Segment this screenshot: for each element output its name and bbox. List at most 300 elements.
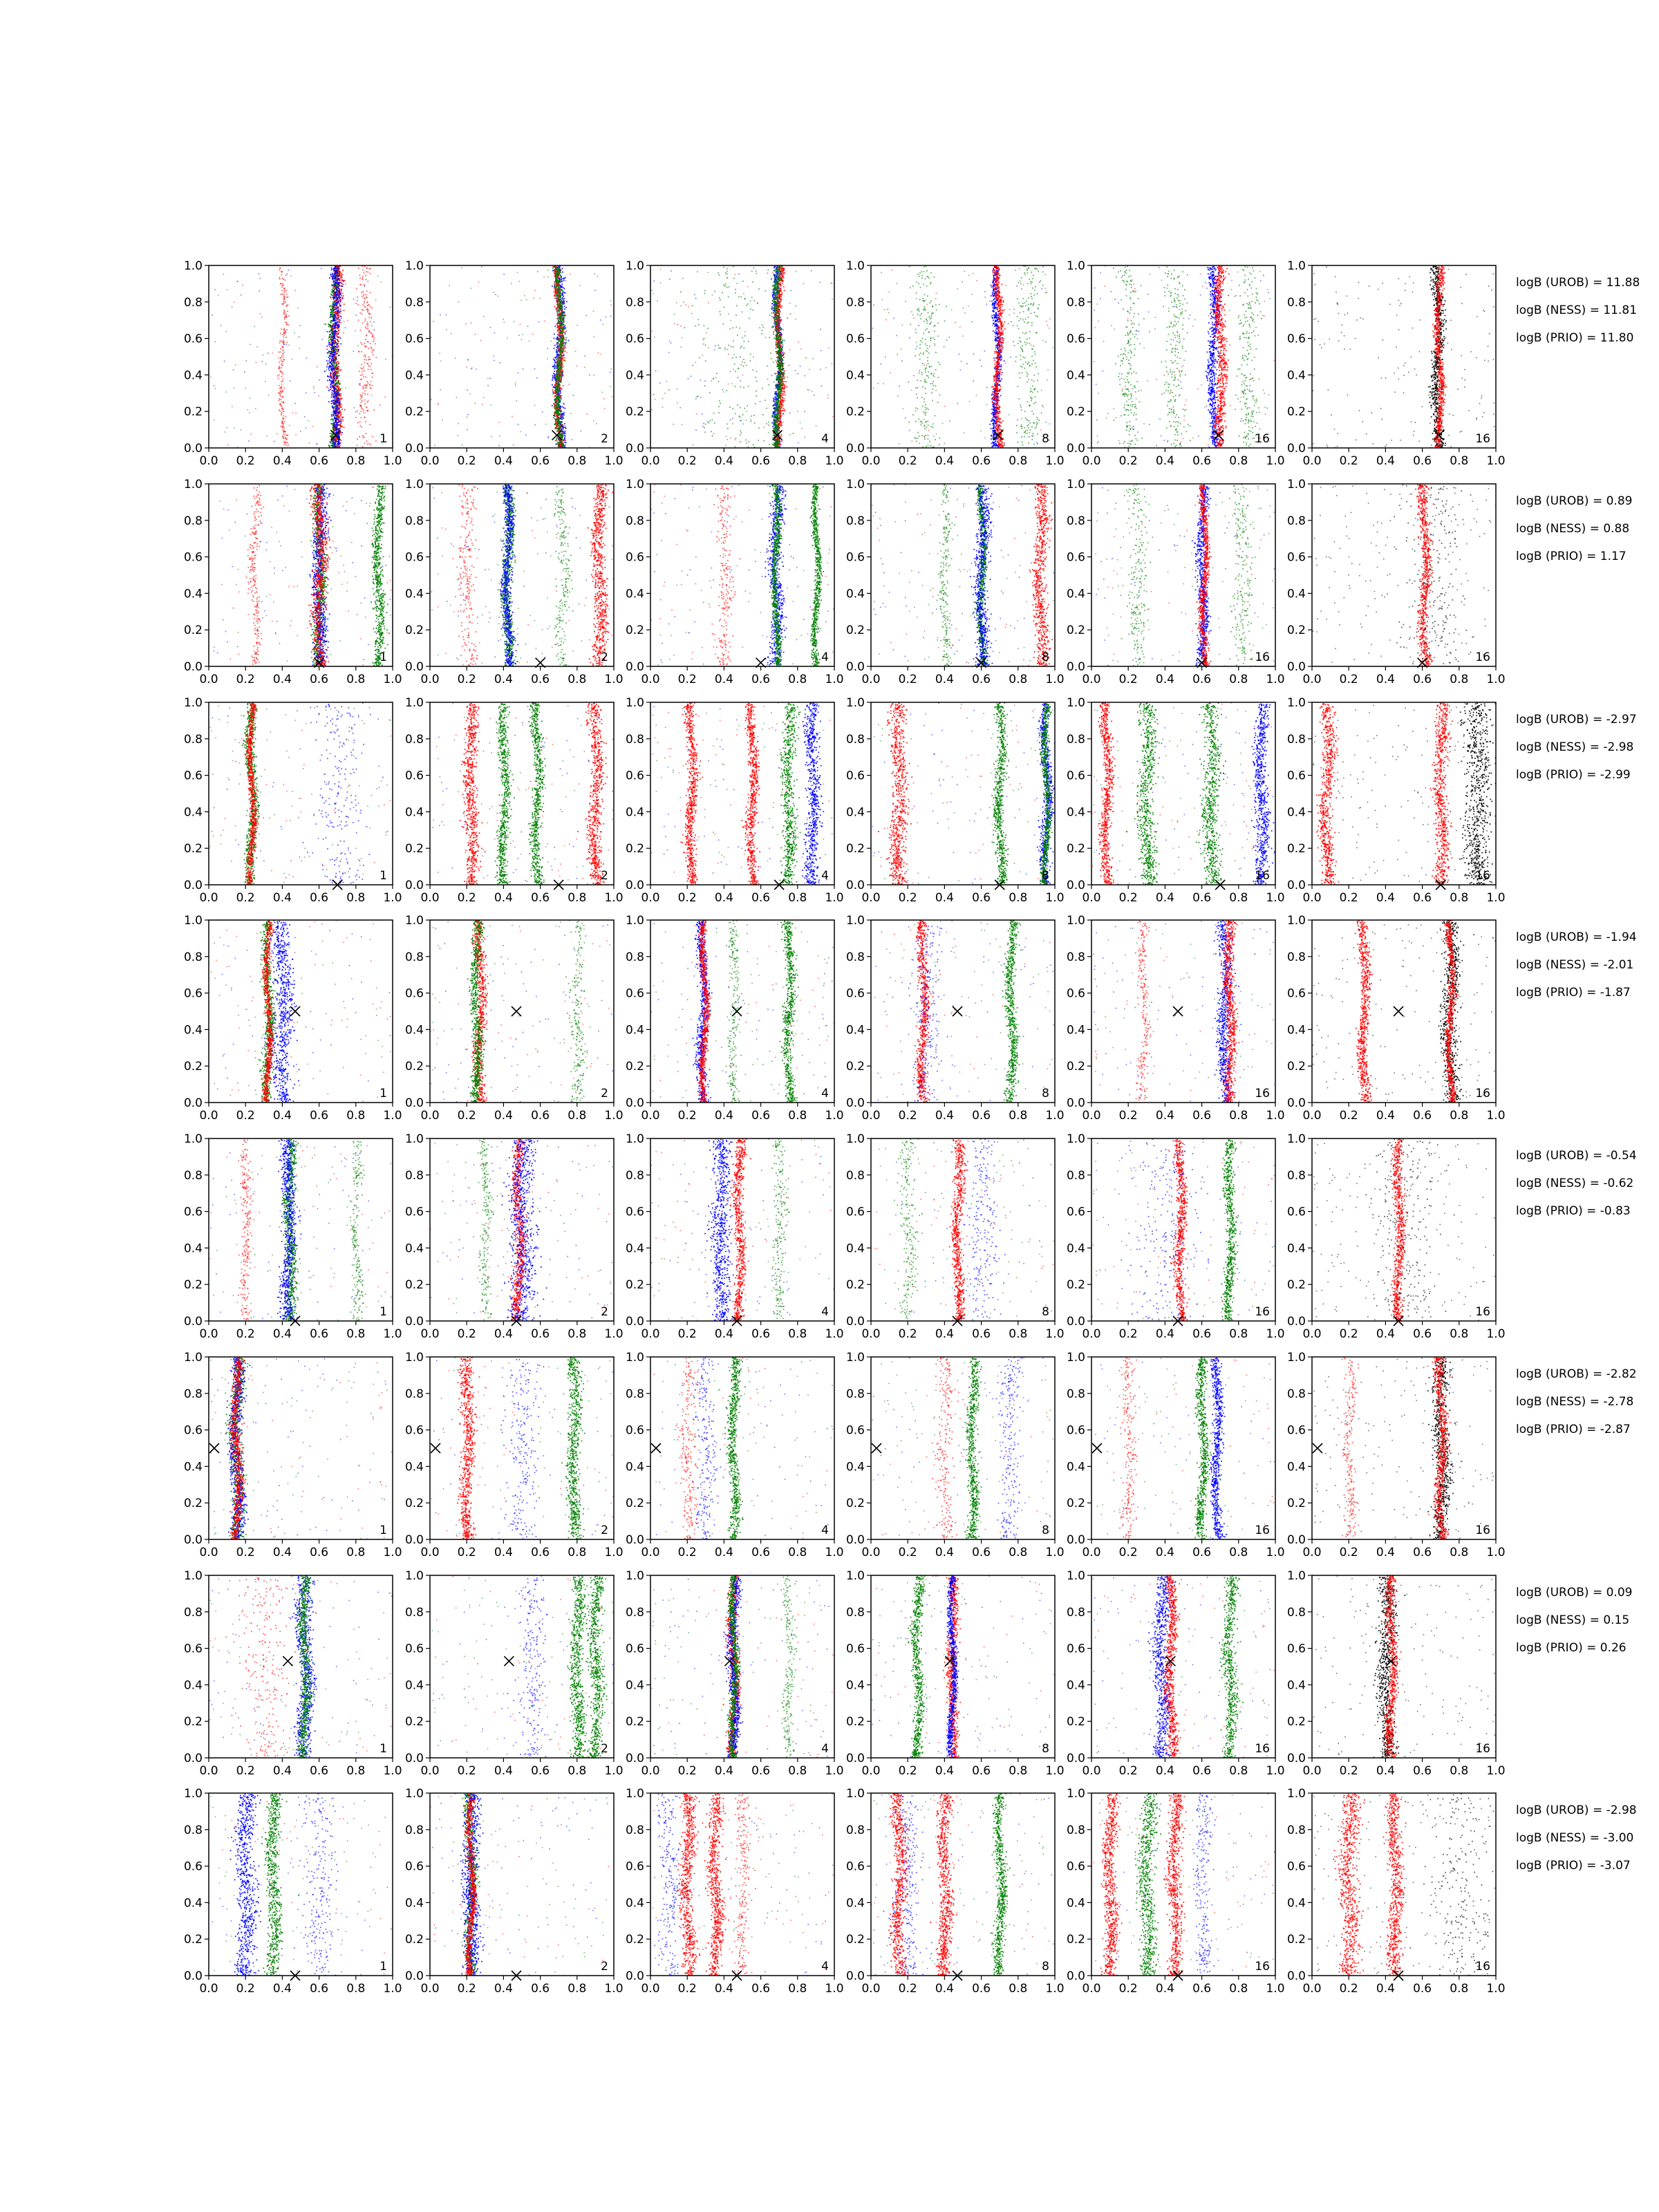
noise-point	[795, 306, 796, 307]
band-point	[561, 309, 563, 310]
noise-point	[324, 324, 325, 325]
noise-point	[470, 288, 471, 289]
noise-point	[610, 316, 612, 317]
noise-point	[789, 349, 791, 350]
band-point	[564, 408, 565, 409]
band-point	[561, 285, 563, 287]
band-point	[286, 341, 288, 343]
band-point	[362, 270, 364, 271]
band-point	[339, 280, 341, 281]
noise-point	[598, 353, 599, 354]
band-point	[283, 409, 284, 410]
band-point	[337, 315, 338, 317]
band-point	[561, 339, 563, 340]
band-point	[560, 350, 561, 352]
band-point	[563, 347, 565, 348]
panel-count-label: 1	[379, 432, 387, 446]
band-point	[338, 369, 339, 371]
noise-point	[255, 408, 256, 409]
band-point	[332, 274, 333, 275]
noise-point	[800, 348, 802, 350]
noise-point	[373, 321, 375, 323]
band-point	[365, 356, 366, 357]
band-point	[332, 422, 334, 424]
band-point	[283, 310, 285, 311]
noise-point	[602, 324, 603, 325]
band-point	[561, 429, 562, 430]
band-point	[561, 346, 562, 347]
band-point	[341, 404, 342, 405]
y-tick-label: 1.0	[184, 259, 203, 273]
band-point	[335, 271, 337, 272]
noise-point	[354, 407, 355, 409]
band-point	[559, 414, 560, 415]
band-point	[562, 413, 563, 415]
band-point	[285, 337, 287, 338]
band-point	[333, 354, 335, 355]
band-point	[558, 398, 559, 400]
band-point	[554, 306, 556, 308]
band-point	[338, 366, 339, 367]
x-tick-label: 0.2	[458, 454, 476, 468]
band-point	[279, 340, 281, 341]
band-point	[339, 389, 341, 391]
band-point	[554, 395, 555, 397]
noise-point	[446, 329, 447, 330]
noise-point	[700, 379, 702, 381]
band-point	[561, 307, 563, 308]
y-tick-label: 0.0	[184, 442, 203, 456]
band-point	[364, 306, 366, 307]
band-point	[375, 440, 377, 442]
band-point	[339, 308, 341, 310]
band-point	[561, 388, 563, 390]
band-point	[373, 329, 375, 330]
noise-point	[493, 355, 494, 357]
band-point	[559, 273, 560, 274]
band-point	[286, 297, 288, 298]
noise-point	[494, 292, 495, 293]
noise-point	[439, 353, 440, 354]
band-point	[332, 411, 334, 413]
band-point	[555, 267, 556, 268]
band-point	[333, 321, 335, 322]
noise-point	[594, 290, 596, 292]
noise-point	[294, 290, 296, 291]
band-point	[337, 280, 338, 281]
scatter-points	[210, 265, 393, 449]
band-point	[556, 438, 557, 440]
band-point	[283, 425, 284, 427]
band-point	[560, 319, 561, 320]
band-point	[334, 411, 335, 413]
band-point	[344, 280, 345, 281]
noise-point	[458, 423, 459, 424]
band-point	[362, 304, 364, 306]
band-point	[554, 424, 556, 425]
band-point	[285, 416, 287, 418]
noise-point	[283, 415, 284, 417]
band-point	[561, 382, 562, 383]
band-point	[362, 371, 363, 373]
band-point	[362, 295, 364, 297]
band-point	[335, 267, 336, 268]
noise-point	[442, 419, 443, 420]
band-point	[337, 386, 338, 388]
band-point	[281, 286, 283, 288]
noise-point	[317, 444, 318, 445]
noise-point	[705, 424, 706, 425]
noise-point	[308, 420, 309, 422]
band-point	[330, 309, 331, 310]
band-point	[334, 312, 335, 313]
band-point	[565, 277, 566, 279]
band-point	[554, 406, 555, 407]
band-point	[552, 389, 554, 391]
band-point	[360, 375, 362, 376]
band-point	[556, 400, 558, 402]
noise-point	[680, 346, 682, 348]
noise-point	[471, 368, 472, 370]
band-point	[332, 386, 333, 388]
noise-point	[827, 395, 829, 396]
band-point	[283, 423, 284, 424]
band-point	[335, 334, 336, 335]
band-point	[562, 281, 563, 282]
band-point	[326, 360, 328, 362]
band-point	[559, 390, 560, 391]
band-point	[560, 329, 561, 330]
band-point	[559, 332, 561, 333]
band-point	[554, 345, 556, 346]
band-point	[332, 324, 334, 325]
band-point	[335, 307, 336, 308]
band-point	[364, 412, 365, 413]
band-point	[335, 295, 336, 297]
band-point	[364, 362, 366, 364]
band-point	[357, 444, 358, 446]
band-point	[328, 357, 330, 358]
band-point	[332, 275, 334, 276]
band-point	[331, 415, 332, 417]
noise-point	[547, 358, 548, 359]
band-point	[281, 386, 283, 388]
band-point	[340, 406, 341, 408]
band-point	[559, 442, 561, 444]
noise-point	[695, 362, 697, 364]
band-point	[366, 406, 367, 408]
band-point	[564, 438, 565, 439]
noise-point	[651, 290, 653, 291]
band-point	[556, 424, 557, 426]
band-point	[281, 361, 283, 362]
band-point	[284, 295, 285, 297]
band-point	[281, 294, 282, 295]
band-point	[283, 329, 285, 330]
band-point	[331, 445, 332, 447]
noise-point	[522, 334, 523, 335]
noise-point	[465, 324, 467, 325]
band-point	[563, 303, 564, 304]
band-point	[338, 301, 339, 302]
band-point	[331, 435, 332, 437]
noise-point	[567, 352, 568, 353]
band-point	[327, 353, 328, 354]
noise-point	[728, 314, 729, 315]
band-point	[338, 363, 339, 364]
band-point	[339, 312, 341, 314]
band-point	[283, 328, 285, 330]
band-point	[365, 339, 366, 340]
band-point	[560, 320, 561, 321]
noise-point	[534, 405, 536, 406]
band-point	[554, 286, 555, 288]
band-point	[338, 393, 339, 395]
band-point	[279, 411, 281, 412]
noise-point	[742, 375, 744, 376]
band-point	[559, 410, 561, 411]
band-point	[341, 426, 343, 427]
band-point	[285, 301, 286, 302]
band-point	[330, 442, 331, 443]
band-point	[336, 431, 337, 433]
band-point	[279, 279, 281, 280]
band-point	[366, 381, 368, 382]
x-tick-label: 0.8	[568, 454, 586, 468]
band-point	[355, 417, 357, 418]
noise-point	[700, 397, 702, 398]
noise-point	[476, 368, 477, 370]
band-point	[282, 278, 283, 279]
noise-point	[227, 290, 228, 291]
band-point	[368, 310, 369, 311]
band-point	[335, 330, 336, 332]
noise-point	[347, 320, 348, 321]
band-point	[332, 420, 334, 422]
band-point	[559, 429, 560, 431]
band-point	[554, 281, 555, 283]
band-point	[338, 392, 339, 393]
band-point	[559, 336, 560, 337]
band-point	[563, 317, 565, 319]
band-point	[556, 371, 557, 372]
band-point	[371, 348, 373, 349]
band-point	[359, 274, 361, 276]
band-point	[332, 368, 334, 369]
band-point	[282, 347, 283, 348]
band-point	[333, 425, 335, 427]
band-point	[360, 379, 362, 380]
band-point	[336, 386, 337, 388]
noise-point	[288, 345, 290, 346]
band-point	[563, 404, 565, 405]
band-point	[565, 307, 567, 308]
band-point	[560, 423, 561, 424]
band-point	[335, 427, 336, 428]
band-point	[335, 327, 337, 328]
noise-point	[225, 331, 227, 332]
band-point	[330, 335, 331, 336]
band-point	[358, 319, 359, 321]
band-point	[285, 322, 287, 324]
noise-point	[547, 276, 549, 278]
noise-point	[767, 379, 769, 380]
band-point	[556, 383, 558, 384]
band-point	[364, 346, 366, 347]
band-point	[279, 352, 280, 353]
noise-point	[326, 370, 327, 371]
noise-point	[287, 274, 288, 275]
band-point	[554, 366, 556, 367]
band-point	[563, 427, 564, 429]
band-point	[565, 330, 567, 332]
band-point	[563, 301, 565, 302]
band-point	[362, 393, 364, 394]
band-point	[278, 368, 279, 370]
band-point	[560, 425, 561, 427]
noise-point	[800, 366, 801, 367]
noise-point	[233, 369, 234, 371]
band-point	[337, 416, 338, 418]
band-point	[562, 324, 563, 326]
band-point	[334, 372, 335, 373]
noise-point	[483, 397, 485, 398]
band-point	[559, 277, 561, 279]
band-point	[327, 375, 328, 377]
band-point	[328, 324, 329, 325]
noise-point	[248, 440, 250, 442]
band-point	[563, 350, 564, 352]
noise-point	[357, 345, 359, 346]
band-point	[328, 360, 330, 362]
band-point	[280, 283, 281, 285]
band-point	[557, 430, 559, 431]
band-point	[330, 342, 331, 344]
band-point	[564, 442, 565, 443]
band-point	[279, 268, 281, 269]
band-point	[332, 441, 333, 442]
band-point	[338, 333, 339, 335]
noise-point	[680, 326, 682, 327]
band-point	[340, 299, 341, 301]
band-point	[330, 314, 332, 315]
noise-point	[244, 371, 245, 373]
band-point	[559, 394, 560, 395]
noise-point	[259, 290, 260, 292]
noise-point	[732, 423, 733, 424]
band-point	[555, 405, 556, 406]
band-point	[335, 338, 336, 339]
band-point	[367, 326, 368, 327]
band-point	[557, 382, 559, 383]
noise-point	[536, 377, 538, 379]
band-point	[343, 295, 344, 297]
band-point	[557, 317, 559, 319]
noise-point	[688, 306, 689, 308]
band-point	[557, 301, 559, 302]
noise-point	[570, 274, 571, 275]
band-point	[328, 368, 330, 370]
noise-point	[364, 285, 366, 287]
band-point	[337, 290, 338, 291]
noise-point	[692, 365, 693, 366]
band-point	[281, 328, 282, 330]
band-point	[329, 365, 330, 366]
band-point	[283, 341, 285, 343]
band-point	[558, 387, 559, 388]
band-point	[559, 418, 560, 419]
band-point	[336, 402, 337, 404]
panel-r1-c1	[184, 259, 402, 468]
band-point	[374, 337, 375, 339]
band-point	[334, 301, 335, 303]
band-point	[554, 357, 556, 359]
band-point	[337, 347, 339, 348]
band-point	[283, 411, 284, 412]
band-point	[339, 416, 341, 418]
band-point	[285, 306, 287, 307]
x-tick-label: 0.0	[420, 454, 439, 468]
noise-point	[576, 366, 577, 367]
band-point	[330, 344, 332, 346]
band-point	[559, 291, 560, 292]
noise-point	[664, 393, 666, 394]
noise-point	[379, 404, 381, 406]
band-point	[559, 363, 561, 364]
band-point	[359, 284, 361, 285]
noise-point	[232, 306, 233, 308]
noise-point	[518, 424, 519, 425]
noise-point	[832, 416, 834, 418]
band-point	[341, 290, 342, 292]
noise-point	[653, 294, 654, 295]
band-point	[339, 403, 341, 404]
band-point	[333, 276, 335, 277]
band-point	[560, 348, 561, 349]
band-point	[364, 370, 365, 371]
band-point	[365, 421, 366, 422]
band-point	[333, 408, 335, 409]
band-point	[339, 303, 340, 305]
band-point	[556, 397, 558, 398]
band-point	[554, 295, 555, 297]
band-point	[559, 313, 560, 315]
noise-point	[507, 338, 508, 339]
noise-point	[218, 295, 219, 297]
band-point	[338, 337, 339, 338]
band-point	[559, 444, 560, 446]
band-point	[359, 351, 360, 353]
band-point	[556, 381, 557, 382]
noise-point	[596, 423, 597, 424]
noise-point	[728, 384, 729, 385]
band-point	[357, 411, 358, 412]
band-point	[563, 428, 564, 429]
band-point	[338, 283, 339, 285]
band-point	[369, 359, 371, 360]
band-point	[368, 312, 369, 314]
band-point	[329, 379, 330, 381]
band-point	[362, 446, 364, 447]
noise-point	[434, 445, 435, 447]
band-point	[362, 278, 363, 279]
noise-point	[431, 399, 432, 400]
band-point	[335, 297, 336, 299]
band-point	[556, 286, 558, 288]
band-point	[340, 344, 341, 345]
band-point	[559, 307, 560, 308]
band-point	[283, 434, 285, 435]
